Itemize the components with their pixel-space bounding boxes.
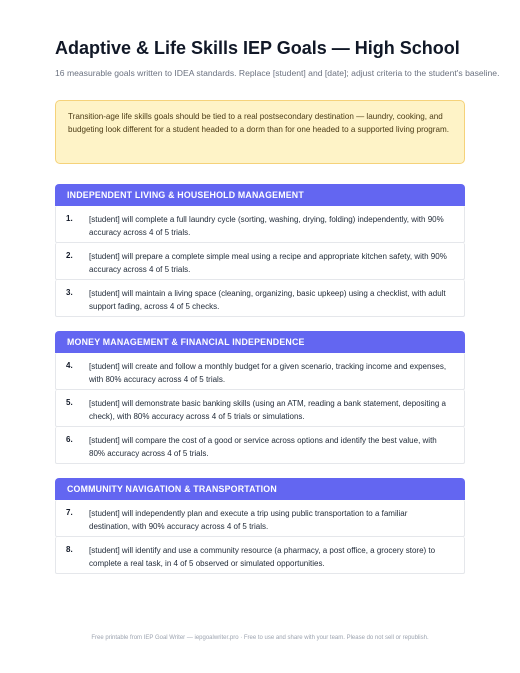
page-title: Adaptive & Life Skills IEP Goals — High School [55,38,460,58]
goal-text: [student] will compare the cost of a good or service across options and identify the best value, with 80% accuracy across 4 of 5 trials. [89,436,437,458]
goal-number: 1. [66,214,73,223]
goal-number: 4. [66,361,73,370]
goal-item [55,537,465,574]
goal-text: [student] will maintain a living space (cleaning, organizing, basic upkeep) using a checklist, with adult support fading, across 4 of 5 checks. [89,289,446,311]
page-subtitle: 16 measurable goals written to IDEA standards. Replace [student] and [date]; adjust criteria to the student's baseline. [55,68,500,78]
section-independent-living [55,184,465,317]
page-footer: Free printable from IEP Goal Writer — iepgoalwriter.pro · Free to use and share with your team. Please do not sell or republish. [91,635,429,641]
goal-item [55,206,465,243]
goal-number: 5. [66,398,73,407]
goal-text: [student] will demonstrate basic banking skills (using an ATM, reading a bank statement, depositing a check), with 80% accuracy across 4 of 5 trials or simulations. [89,399,446,421]
goal-number: 7. [66,508,73,517]
goal-item [55,500,465,537]
goal-text: [student] will independently plan and execute a trip using public transportation to a familiar destination, with 90% accuracy across 4 of 5 trials. [89,509,408,531]
goal-item [55,280,465,317]
transition-tip-callout: Transition-age life skills goals should be tied to a real postsecondary destination — laundry, cooking, and budgeting look different for a student headed to a dorm than for one headed to a supported living program. [55,100,465,164]
goal-text: [student] will prepare a complete simple meal using a recipe and appropriate kitchen safety, with 90% accuracy across 4 of 5 trials. [89,252,447,274]
section-heading: INDEPENDENT LIVING & HOUSEHOLD MANAGEMENT [55,184,465,206]
goal-number: 2. [66,251,73,260]
goal-number: 3. [66,288,73,297]
goal-text: [student] will identify and use a community resource (a pharmacy, a post office, a grocery store) to complete a real task, in 4 of 5 observed or simulated opportunities. [89,546,436,568]
goal-item [55,243,465,280]
goal-item [55,390,465,427]
section-community-navigation [55,478,465,574]
goal-item [55,427,465,464]
section-money-management [55,331,465,464]
goal-number: 8. [66,545,73,554]
goal-number: 6. [66,435,73,444]
goal-text: [student] will complete a full laundry cycle (sorting, washing, drying, folding) independently, with 90% accuracy across 4 of 5 trials. [89,215,444,237]
goal-item [55,353,465,390]
goal-text: [student] will create and follow a monthly budget for a given scenario, tracking income and expenses, with 80% accuracy across 4 of 5 trials. [89,362,447,384]
section-heading: COMMUNITY NAVIGATION & TRANSPORTATION [55,478,465,500]
section-heading: MONEY MANAGEMENT & FINANCIAL INDEPENDENCE [55,331,465,353]
